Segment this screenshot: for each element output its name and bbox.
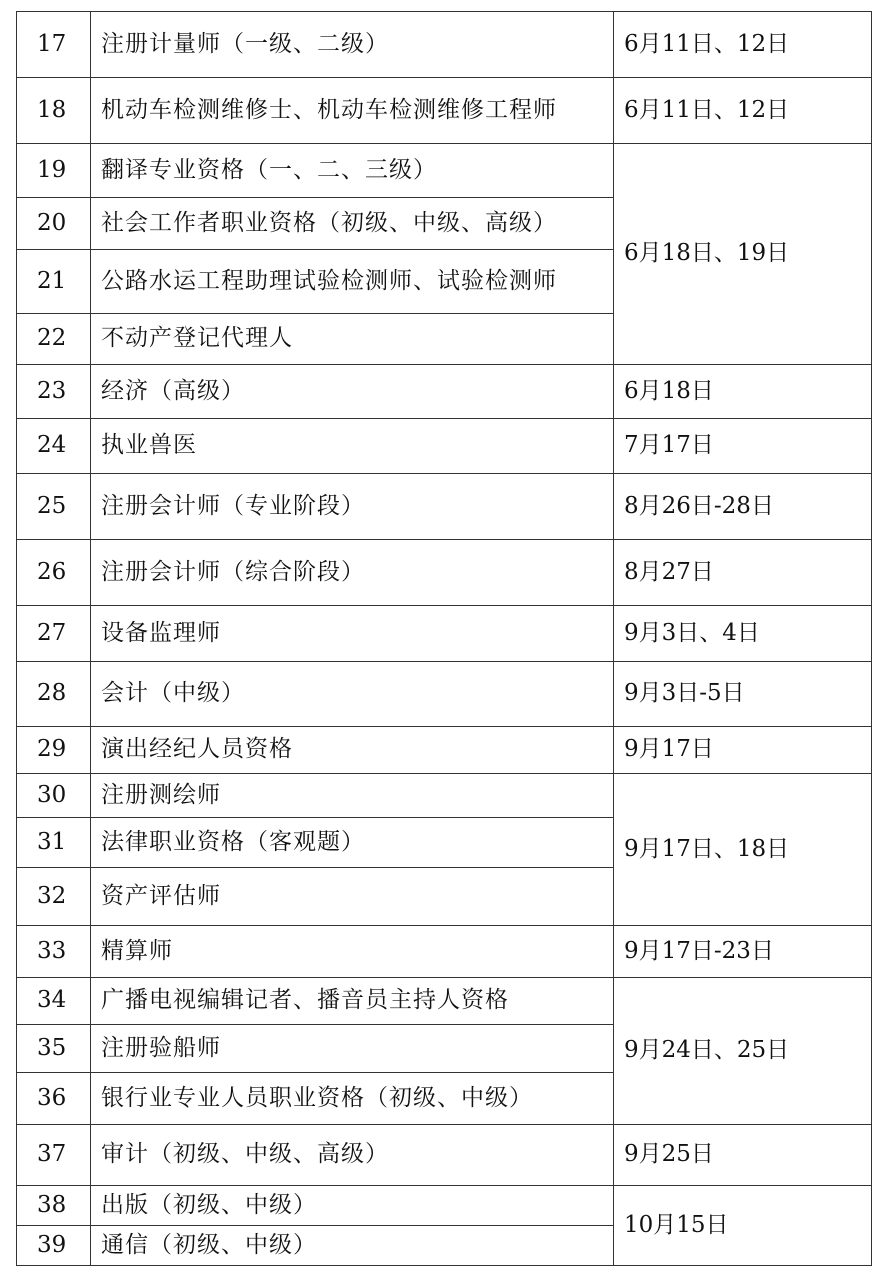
table-row	[17, 727, 872, 774]
exam-name: 精算师	[91, 926, 614, 978]
table-row	[17, 606, 872, 662]
row-number: 27	[17, 606, 91, 662]
exam-name: 经济（高级）	[91, 365, 614, 419]
exam-date: 6月18日	[614, 365, 872, 419]
exam-name: 注册会计师（专业阶段）	[91, 474, 614, 540]
row-number: 29	[17, 727, 91, 774]
row-number: 18	[17, 78, 91, 144]
exam-name: 注册验船师	[91, 1025, 614, 1073]
exam-date: 7月17日	[614, 419, 872, 474]
exam-name: 注册测绘师	[91, 774, 614, 818]
exam-date: 9月3日、4日	[614, 606, 872, 662]
table-row	[17, 540, 872, 606]
exam-name: 出版（初级、中级）	[91, 1186, 614, 1226]
exam-date: 9月25日	[614, 1125, 872, 1186]
exam-date: 6月11日、12日	[614, 78, 872, 144]
exam-date: 9月17日、18日	[614, 774, 872, 926]
exam-name: 广播电视编辑记者、播音员主持人资格	[91, 978, 614, 1025]
row-number: 22	[17, 314, 91, 365]
exam-table-body	[17, 12, 872, 1266]
row-number: 37	[17, 1125, 91, 1186]
row-number: 23	[17, 365, 91, 419]
row-number: 30	[17, 774, 91, 818]
exam-name: 演出经纪人员资格	[91, 727, 614, 774]
exam-date: 10月15日	[614, 1186, 872, 1266]
exam-date: 6月18日、19日	[614, 144, 872, 365]
exam-name: 执业兽医	[91, 419, 614, 474]
exam-date: 9月24日、25日	[614, 978, 872, 1125]
exam-name: 通信（初级、中级）	[91, 1226, 614, 1266]
row-number: 25	[17, 474, 91, 540]
row-number: 19	[17, 144, 91, 198]
exam-date: 9月17日-23日	[614, 926, 872, 978]
row-number: 17	[17, 12, 91, 78]
table-row	[17, 978, 872, 1025]
table-row	[17, 144, 872, 198]
table-row	[17, 419, 872, 474]
row-number: 35	[17, 1025, 91, 1073]
exam-date: 6月11日、12日	[614, 12, 872, 78]
table-row	[17, 365, 872, 419]
exam-date: 9月3日-5日	[614, 662, 872, 727]
table-row	[17, 1186, 872, 1226]
exam-name: 会计（中级）	[91, 662, 614, 727]
table-row	[17, 774, 872, 818]
table-row	[17, 926, 872, 978]
exam-name: 不动产登记代理人	[91, 314, 614, 365]
table-row	[17, 12, 872, 78]
exam-name: 设备监理师	[91, 606, 614, 662]
row-number: 26	[17, 540, 91, 606]
exam-name: 银行业专业人员职业资格（初级、中级）	[91, 1073, 614, 1125]
exam-name: 社会工作者职业资格（初级、中级、高级）	[91, 198, 614, 250]
table-row	[17, 662, 872, 727]
exam-name: 审计（初级、中级、高级）	[91, 1125, 614, 1186]
table-row	[17, 78, 872, 144]
table-row	[17, 1125, 872, 1186]
row-number: 33	[17, 926, 91, 978]
exam-name: 资产评估师	[91, 868, 614, 926]
exam-schedule-table	[16, 11, 872, 1266]
exam-date: 8月26日-28日	[614, 474, 872, 540]
exam-date: 9月17日	[614, 727, 872, 774]
row-number: 28	[17, 662, 91, 727]
row-number: 39	[17, 1226, 91, 1266]
exam-name: 机动车检测维修士、机动车检测维修工程师	[91, 78, 614, 144]
row-number: 31	[17, 818, 91, 868]
row-number: 34	[17, 978, 91, 1025]
exam-name: 公路水运工程助理试验检测师、试验检测师	[91, 250, 614, 314]
exam-name: 注册计量师（一级、二级）	[91, 12, 614, 78]
exam-date: 8月27日	[614, 540, 872, 606]
row-number: 21	[17, 250, 91, 314]
row-number: 20	[17, 198, 91, 250]
row-number: 32	[17, 868, 91, 926]
exam-name: 注册会计师（综合阶段）	[91, 540, 614, 606]
row-number: 38	[17, 1186, 91, 1226]
row-number: 24	[17, 419, 91, 474]
table-row	[17, 474, 872, 540]
exam-name: 翻译专业资格（一、二、三级）	[91, 144, 614, 198]
row-number: 36	[17, 1073, 91, 1125]
exam-name: 法律职业资格（客观题）	[91, 818, 614, 868]
